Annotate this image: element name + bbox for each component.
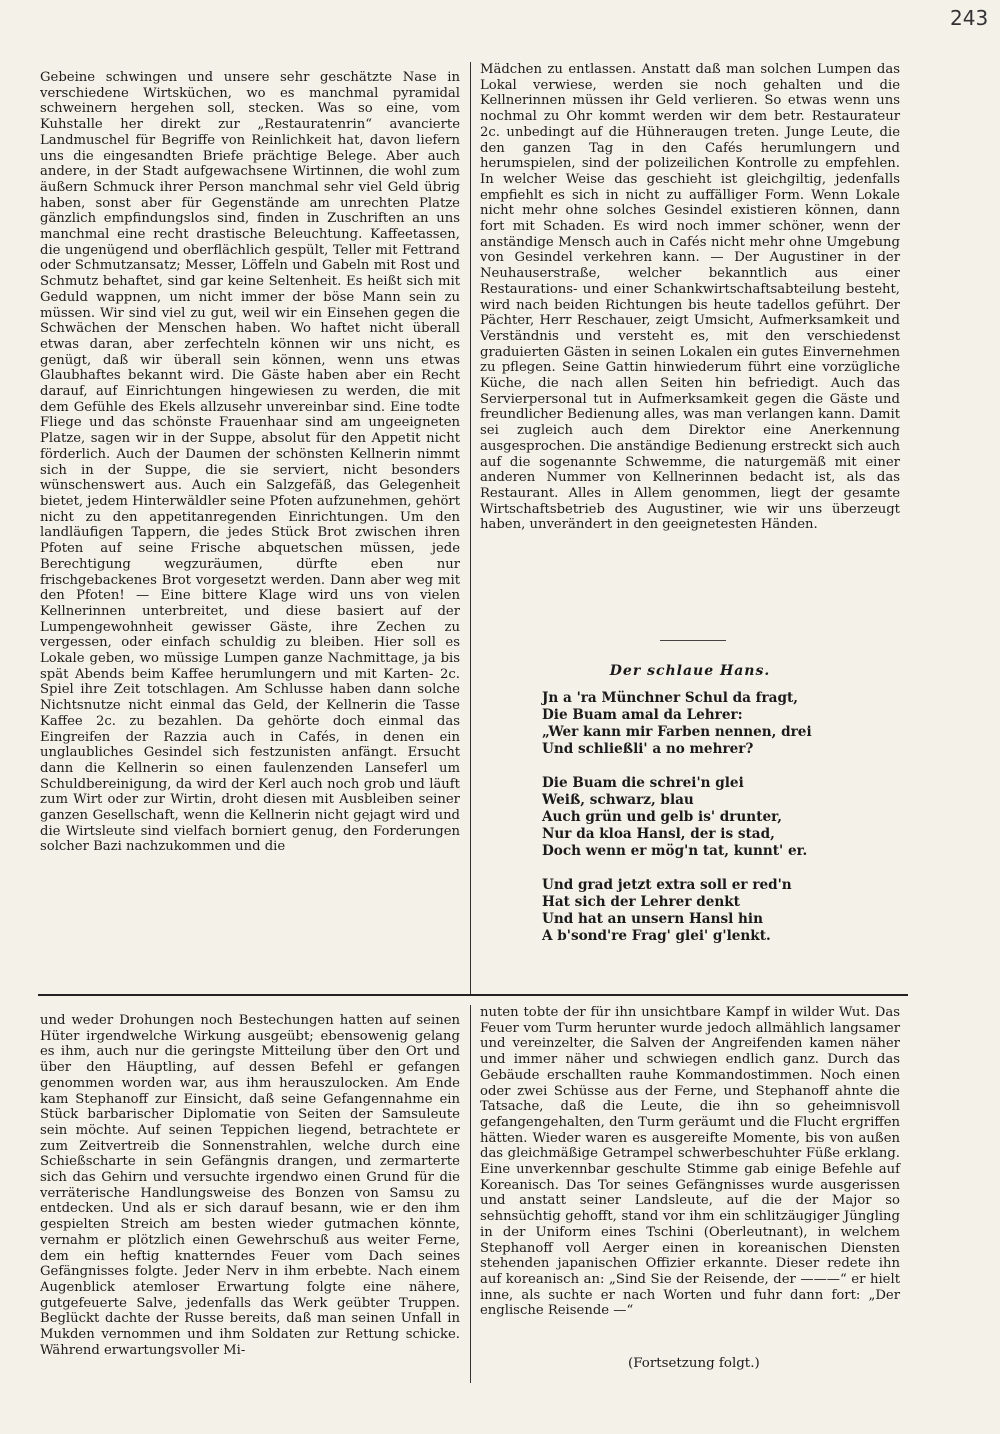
- continuation-note: (Fortsetzung folgt.): [628, 1356, 760, 1371]
- section-divider: [38, 994, 908, 996]
- short-divider: [660, 640, 726, 641]
- poem-line: Weiß, schwarz, blau: [542, 792, 694, 808]
- paragraph-bottom-right: nuten tobte der für ihn unsichtbare Kampf in wilder Wut. Das Feuer vom Turm herunter wurde jedoch allmählich langsamer und vereinzelter, die Salven der Angreifenden kamen näher und immer näher und schwiegen endlich ganz. Durch das Gebäude erschallten rauhe Kommandostimmen. Noch einen oder zwei Schüsse aus der Ferne, und Stephanoff ahnte die Tatsache, daß die Leute, die ihn so geheimnisvoll gefangengehalten, den Turm geräumt und die Flucht ergriffen hätten. Wieder waren es ausgereifte Momente, bis von außen das gleichmäßige Getrampel schwerbeschuhter Füße erklang. Eine unverkennbar geschulte Stimme gab einige Befehle auf Koreanisch. Das Tor seines Gefängnisses wurde ausgerissen und anstatt seiner Landsleute, auf die der Major so sehnsüchtig gehofft, stand vor ihm ein schlitzäugiger Jüngling in der Uniform eines Tschini (Oberleutnant), in welchem Stephanoff voll Aerger einen in koreanischen Diensten stehenden japanischen Offizier erkannte. Dieser redete ihn auf koreanisch an: „Sind Sie der Reisende, der ———“ er hielt inne, als suchte er nach Worten und fuhr dann fort: „Der englische Reisende —“: [480, 1005, 900, 1319]
- poem-line: Die Buam die schrei'n glei: [542, 775, 744, 791]
- paragraph-top-right: Mädchen zu entlassen. Anstatt daß man solchen Lumpen das Lokal verwiese, werden sie noch gehalten und die Kellnerinnen müssen ihr Geld verlieren. So etwas wenn uns nochmal zu Ohr kommt werden wir dem betr. Restaurateur 2c. unbedingt auf die Hühneraugen treten. Junge Leute, die den ganzen Tag in den Cafés herumlungern und herumspielen, sind der polizeilichen Kontrolle zu empfehlen. In welcher Weise das geschieht ist gleichgiltig, jedenfalls empfiehlt es sich in nicht zu auffälliger Form. Wenn Lokale nicht mehr ohne solches Gesindel existieren können, dann fort mit Schaden. Es wird noch immer schöner, wenn der anständige Mensch auch in Cafés nicht mehr ohne Umgebung von Gesindel verkehren kann. — Der Augustiner in der Neuhauserstraße, welcher bekanntlich aus einer Restaurations- und einer Schankwirtschaftsabteilung besteht, wird nach beiden Richtungen bis heute tadellos geführt. Der Pächter, Herr Reschauer, zeigt Umsicht, Aufmerksamkeit und Verständnis und versteht es, mit den verschiedenst graduierten Gästen in seinen Lokalen ein gutes Einvernehmen zu pflegen. Seine Gattin hinwiederum führt eine vorzügliche Küche, die nach allen Seiten hin befriedigt. Auch das Servierpersonal tut in Aufmerksamkeit gegen die Gäste und freundlicher Bedienung alles, was man verlangen kann. Damit sei zugleich auch dem Direktor eine Anerkennung ausgesprochen. Die anständige Bedienung erstreckt sich auch auf die sogenannte Schwemme, die naturgemäß mit einer anderen Nummer von Kellnerinnen bedacht ist, als das Restaurant. Alles in Allem genommen, liegt der gesamte Wirtschaftsbetrieb des Augustiner, wie wir uns überzeugt haben, unverändert in den geeignetesten Händen.: [480, 62, 900, 533]
- poem-line: Und hat an unsern Hansl hin: [542, 911, 763, 927]
- story-column-bottom-left: [40, 1013, 460, 1375]
- story-column-bottom-right: [480, 1005, 900, 1319]
- poem-line: „Wer kann mir Farben nennen, drei: [542, 724, 812, 740]
- poem-line: Hat sich der Lehrer denkt: [542, 894, 740, 910]
- poem-line: Die Buam amal da Lehrer:: [542, 707, 743, 723]
- poem-line: Jn a 'ra Münchner Schul da fragt,: [542, 690, 798, 706]
- poem-stanza: [542, 775, 902, 860]
- poem-title: Der schlaue Hans.: [609, 663, 771, 679]
- paragraph-bottom-left: und weder Drohungen noch Bestechungen hatten auf seinen Hüter irgendwelche Wirkung ausgeübt; ebensowenig gelang es ihm, auch nur die geringste Mitteilung über den Ort und über den Häuptling, auf dessen Befehl er gefangen genommen worden war, aus ihm herauszulocken. Am Ende kam Stephanoff zur Einsicht, daß seine Gefangennahme ein Stück barbarischer Diplomatie von Seiten der Samsuleute sein möchte. Auf seinen Teppichen liegend, betrachtete er zum Zeitvertreib die Sonnenstrahlen, welche durch eine Schießscharte in sein Gefängnis drangen, und zermarterte sich das Gehirn und versuchte irgendwo einen Grund für die verräterische Handlungsweise des Bonzen von Samsu zu entdecken. Und als er sich darauf besann, wie er den ihm gespielten Streich am besten wieder gutmachen könnte, vernahm er plötzlich einen Gewehrschuß aus weiter Ferne, dem ein heftig knatterndes Feuer vom Dach seines Gefängnisses folgte. Jeder Nerv in ihm erbebte. Nach einem Augenblick atemloser Erwartung folgte eine nähere, gutgefeuerte Salve, jedenfalls das Werk geübter Truppen. Beglückt dachte der Russe bereits, daß man seinen Unfall in Mukden vernommen und ihm Soldaten zur Rettung schicke. Während erwartungsvoller Mi-: [40, 1013, 460, 1358]
- poem: [542, 690, 902, 962]
- poem-line: Und grad jetzt extra soll er red'n: [542, 877, 792, 893]
- poem-line: Doch wenn er mög'n tat, kunnt' er.: [542, 843, 808, 859]
- poem-stanza: [542, 690, 902, 758]
- poem-line: Nur da kloa Hansl, der is stad,: [542, 826, 775, 842]
- article-column-top-right: [480, 62, 900, 533]
- paragraph-top-left: Gebeine schwingen und unsere sehr geschätzte Nase in verschiedene Wirtsküchen, wo es manchmal pyramidal schweinern hergehen soll, stecken. Was so eine, vom Kuhstalle her direkt zur „Restauratenrin“ avancierte Landmuschel für Begriffe von Reinlichkeit hat, davon liefern uns die eingesandten Briefe prächtige Belege. Aber auch andere, in der Stadt aufgewachsene Wirtinnen, die wohl zum äußern Schmuck ihrer Person manchmal sehr viel Geld übrig haben, sonst aber für Gegenstände am unrechten Platze gänzlich empfindungslos sind, finden in Zuschriften an uns manchmal eine recht drastische Beleuchtung. Kaffeetassen, die ungenügend und oberflächlich gespült, Teller mit Fettrand oder Schmutzansatz; Messer, Löffeln und Gabeln mit Rost und Schmutz behaftet, sind gar keine Seltenheit. Es heißt sich mit Geduld wappnen, um nicht immer der böse Mann sein zu müssen. Wir sind viel zu gut, weil wir ein Einsehen gegen die Schwächen der Menschen haben. Wo haftet nicht überall etwas daran, aber zerfechteln können wir uns nicht, es genügt, daß wir überall sein können, wenn uns etwas Glaubhaftes bekannt wird. Die Gäste haben aber ein Recht darauf, auf Einrichtungen hingewiesen zu werden, die mit dem Gefühle des Ekels allzusehr unvereinbar sind. Eine todte Fliege und das schönste Frauenhaar sind am ungeeigneten Platze, sagen wir in der Suppe, absolut für den Appetit nicht förderlich. Auch der Daumen der schönsten Kellnerin nimmt sich in der Suppe, die sie serviert, nicht besonders wünschenswert aus. Auch ein Salzgefäß, das Gelegenheit bietet, jedem Hinterwäldler seine Pfoten aufzunehmen, gehört nicht zu den appetitanregenden Einrichtungen. Um den landläufigen Tappern, die jedes Stück Brot zwischen ihren Pfoten auf seine Frische abquetschen müssen, jede Berechtigung wegzuräumen, dürfte eben nur frischgebackenes Brot vorgesetzt werden. Dann aber weg mit den Pfoten! — Eine bittere Klage wird uns von vielen Kellnerinnen unterbreitet, und diese basiert auf der Lumpengewohnheit gewisser Gäste, ihre Zechen zu vergessen, oder einfach schuldig zu bleiben. Hier soll es Lokale geben, wo müssige Lumpen ganze Nachmittage, ja bis spät Abends beim Kaffee herumlungern und mit Karten- 2c. Spiel ihre Zeit totschlagen. Am Schlusse haben dann solche Nichtsnutze nicht einmal das Geld, der Kellnerin die Tasse Kaffee 2c. zu bezahlen. Da gehörte doch einmal das Eingreifen der Razzia auch in Cafés, in denen ein unglaubliches Gesindel sich festzunisten anfängt. Ersucht dann die Kellnerin so einen faulenzenden Lanseferl um Schuldbereinigung, da wird der Kerl auch noch grob und läuft zum Wirt oder zur Wirtin, droht diesen mit Ausbleiben seiner ganzen Gesellschaft, wenn die Kellnerin nicht gejagt wird und die Wirtsleute sind vielfach borniert genug, den Forderungen solcher Bazi nachzukommen und die: [40, 70, 460, 855]
- page-number: 243: [950, 6, 989, 30]
- poem-line: Und schließli' a no mehrer?: [542, 741, 754, 757]
- poem-line: A b'sond're Frag' glei' g'lenkt.: [542, 928, 771, 944]
- column-divider-bottom: [470, 1005, 471, 1383]
- poem-stanza: [542, 877, 902, 945]
- column-divider-top: [470, 62, 471, 994]
- article-column-top-left: [40, 70, 460, 982]
- poem-line: Auch grün und gelb is' drunter,: [542, 809, 783, 825]
